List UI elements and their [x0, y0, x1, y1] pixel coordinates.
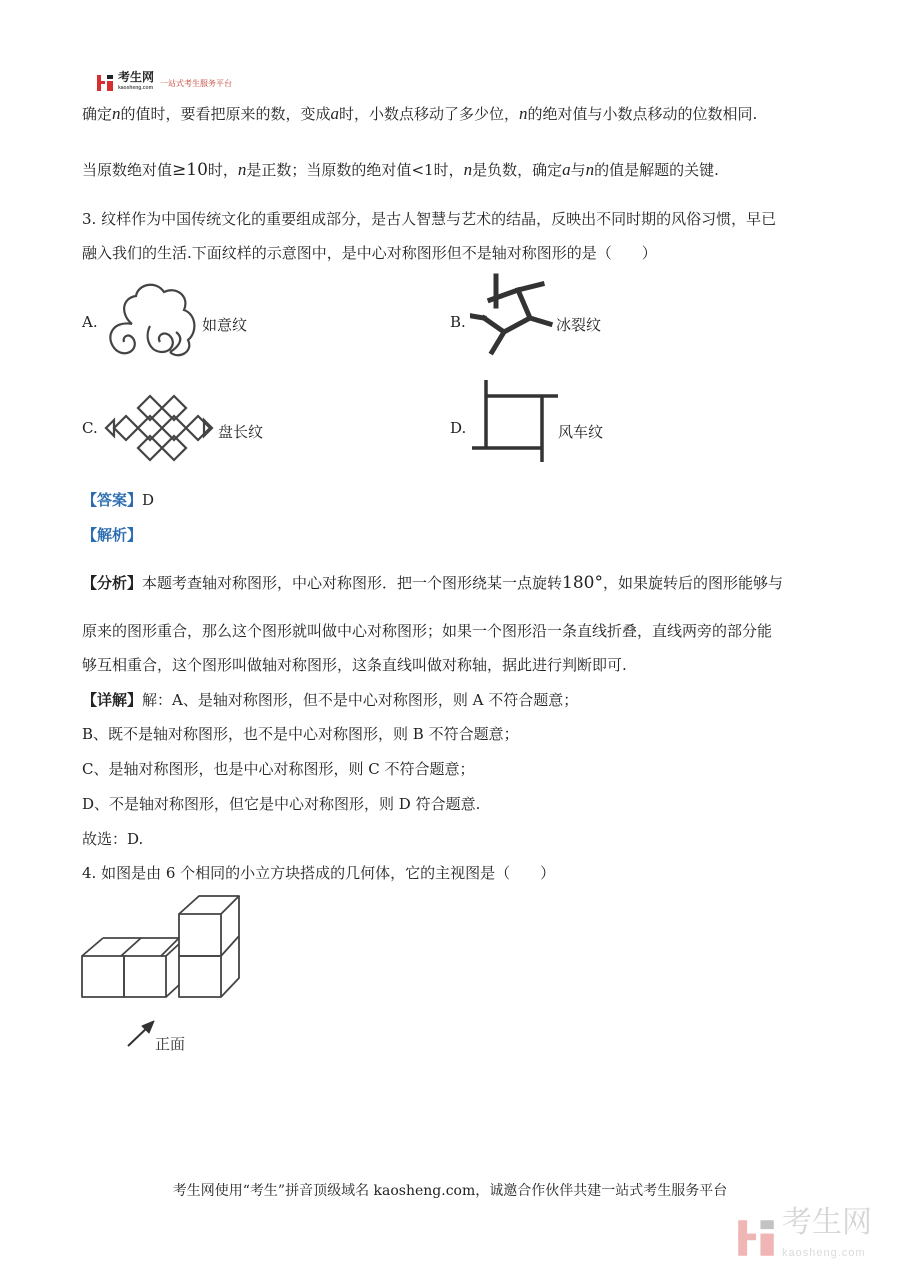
- cube-stack-figure: [78, 892, 244, 1056]
- xiangjie-line-2: B、既不是轴对称图形，也不是中心对称图形，则 B 不符合题意；: [82, 725, 519, 743]
- intro-line-2: 当原数绝对值≥10时，n是正数；当原数的绝对值<1时，n是负数，确定a与n的值是解题的关键.: [82, 160, 719, 180]
- logo-domain: kaosheng.com: [118, 85, 154, 91]
- header-logo: [96, 72, 266, 94]
- option-a-name: 如意纹: [202, 316, 248, 334]
- q4-stem: 4. 如图是由 6 个相同的小立方块搭成的几何体，它的主视图是（ ）: [82, 864, 556, 882]
- watermark-domain: kaosheng.com: [782, 1247, 866, 1259]
- answer-line: [82, 489, 154, 511]
- answer-value: D: [142, 491, 155, 509]
- q3-stem-line-2: 融入我们的生活.下面纹样的示意图中，是中心对称图形但不是轴对称图形的是（ ）: [82, 244, 657, 262]
- kaosheng-logo-icon: [96, 74, 114, 92]
- logo-slogan: 一站式考生服务平台: [160, 78, 233, 88]
- option-c-name: 盘长纹: [218, 423, 264, 441]
- xiangjie-line-5: 故选：D.: [82, 830, 144, 848]
- analysis-tag: 【解析】: [82, 526, 143, 544]
- fenxi-line-1: 【分析】本题考查轴对称图形，中心对称图形．把一个图形绕某一点旋转180°，如果旋转后的图形能够与: [82, 573, 783, 593]
- logo-text: 考生网 kaosheng.com: [118, 72, 154, 94]
- ruyi-pattern-figure: [98, 278, 208, 360]
- footer-text: 考生网使用“考生”拼音顶级域名 kaosheng.com，诚邀合作伙伴共建一站式考生服务平台: [172, 1183, 728, 1199]
- front-view-label: 正面: [155, 1035, 186, 1053]
- q3-stem-line-1: 3. 纹样作为中国传统文化的重要组成部分，是古人智慧与艺术的结晶，反映出不同时期的风俗习惯，早已: [82, 210, 777, 228]
- watermark-name: 考生网: [782, 1205, 872, 1240]
- xiangjie-line-4: D、不是轴对称图形，但它是中心对称图形，则 D 符合题意.: [82, 795, 481, 813]
- panchang-knot-figure: [100, 390, 218, 466]
- option-b-letter[interactable]: B.: [450, 313, 466, 331]
- xiangjie-line-1: 【详解】解：A、是轴对称图形，但不是中心对称图形，则 A 不符合题意；: [82, 691, 579, 709]
- answer-tag: 【答案】: [82, 491, 143, 509]
- windmill-pattern-figure: [470, 378, 560, 464]
- fenxi-line-2: 原来的图形重合，那么这个图形就叫做中心对称图形；如果一个图形沿一条直线折叠，直线两旁的部分能: [82, 622, 773, 640]
- kaosheng-watermark-icon: [736, 1218, 776, 1258]
- option-d-letter[interactable]: D.: [450, 419, 467, 437]
- option-b-name: 冰裂纹: [556, 316, 602, 334]
- fenxi-line-3: 够互相重合，这个图形叫做轴对称图形，这条直线叫做对称轴，据此进行判断即可.: [82, 656, 627, 674]
- option-a-letter[interactable]: A.: [82, 313, 98, 331]
- option-c-letter[interactable]: C.: [82, 419, 98, 437]
- xiangjie-line-3: C、是轴对称图形，也是中心对称图形，则 C 不符合题意；: [82, 760, 475, 778]
- footer-watermark: [736, 1205, 872, 1268]
- option-d-name: 风车纹: [558, 423, 604, 441]
- ice-crack-pattern-figure: [470, 272, 555, 358]
- intro-line-1: 确定n的值时，要看把原来的数，变成a时，小数点移动了多少位，n的绝对值与小数点移动的位数相同.: [82, 104, 758, 123]
